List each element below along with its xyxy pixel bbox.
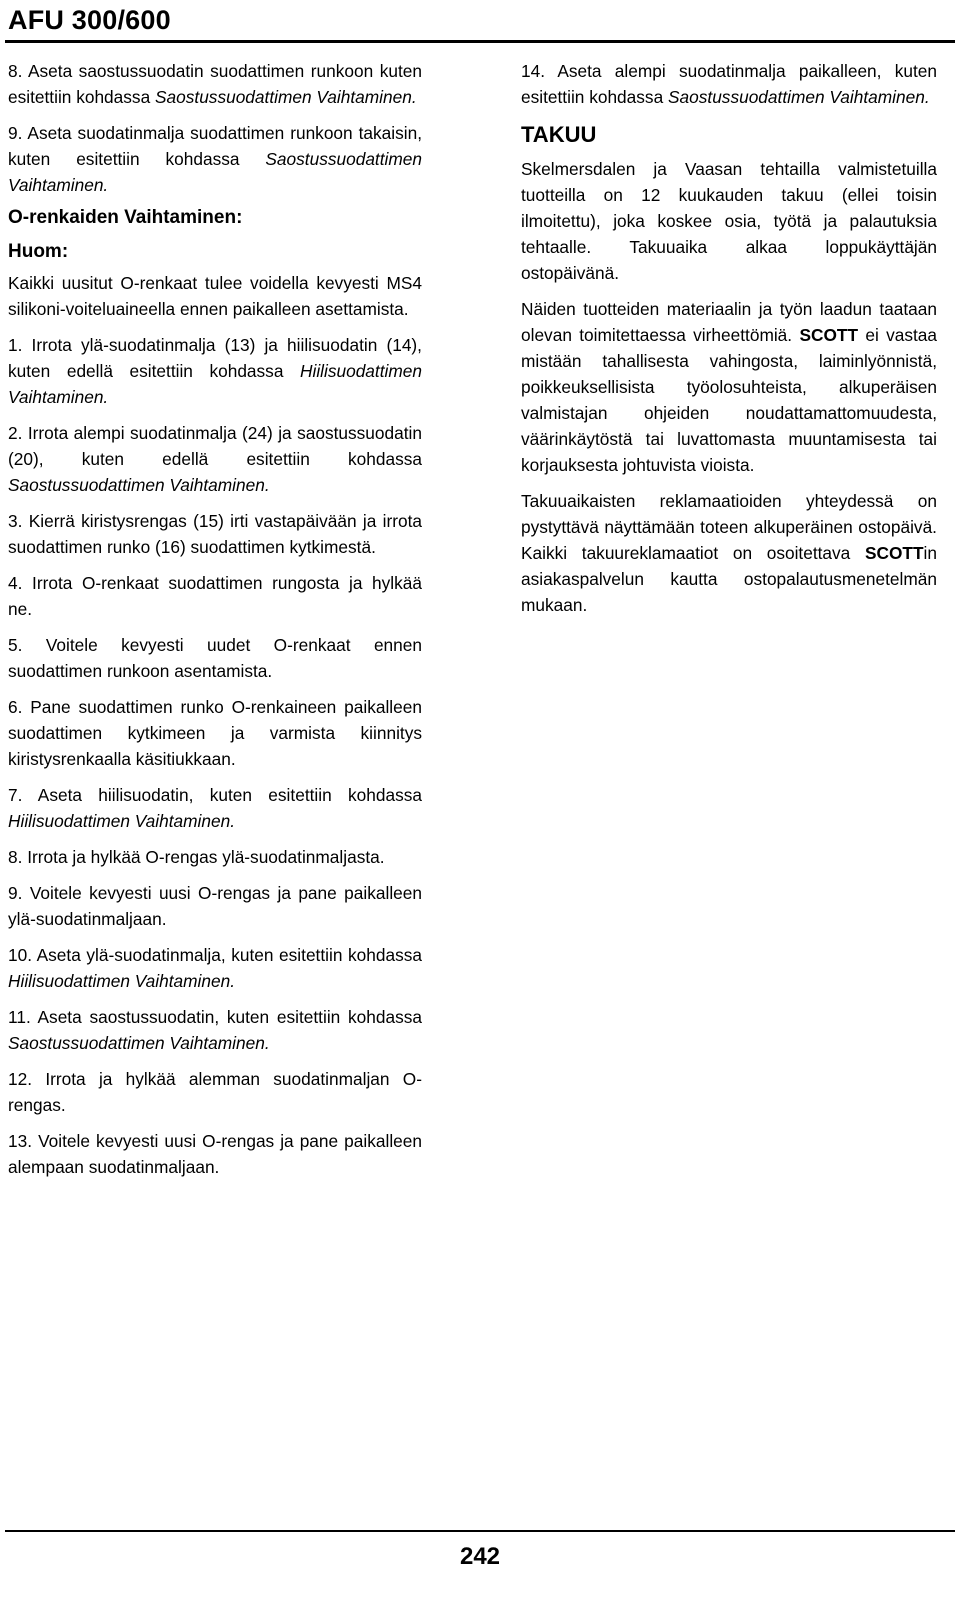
step-text: Aseta saostussuodatin suodattimen runkoon kuten esitettiin kohdassa bbox=[8, 61, 422, 107]
o-ring-step-5 bbox=[8, 632, 422, 684]
o-ring-step-4 bbox=[8, 570, 422, 622]
step-text: Voitele kevyesti uusi O-rengas ja pane paikalleen alempaan suodatinmaljaan. bbox=[8, 1131, 422, 1177]
section-heading: O-renkaiden Vaihtaminen: bbox=[8, 207, 243, 228]
step-number: 3. bbox=[8, 511, 23, 531]
section-reference: Saostussuodattimen Vaihtaminen. bbox=[155, 87, 417, 107]
step-text: Irrota ja hylkää O-rengas ylä-suodatinmaljasta. bbox=[27, 847, 385, 867]
o-ring-step-11 bbox=[8, 1004, 422, 1056]
note-label: Huom: bbox=[8, 241, 69, 262]
section-reference: Hiilisuodattimen Vaihtaminen. bbox=[8, 971, 236, 991]
section-reference: Saostussuodattimen Vaihtaminen. bbox=[8, 475, 270, 495]
section-reference: Saostussuodattimen Vaihtaminen. bbox=[668, 87, 930, 107]
step-number: 13. bbox=[8, 1131, 33, 1151]
step-text: Aseta suodatinmalja suodattimen runkoon takaisin, kuten esitettiin kohdassa bbox=[8, 123, 422, 169]
note-text: Kaikki uusitut O-renkaat tulee voidella kevyesti MS4 silikoni-voiteluaineella ennen paikalleen asettamista. bbox=[8, 273, 422, 319]
step-number: 14. bbox=[521, 61, 546, 81]
warranty-paragraph-3 bbox=[521, 488, 937, 618]
step-text: Kierrä kiristysrengas (15) irti vastapäivään ja irrota suodattimen runko (16) suodattimen kytkimestä. bbox=[8, 511, 423, 557]
header-divider bbox=[5, 40, 955, 43]
step-number: 2. bbox=[8, 423, 23, 443]
step-14-paragraph bbox=[521, 58, 937, 110]
step-text: Aseta ylä-suodatinmalja, kuten esitettiin kohdassa bbox=[36, 945, 422, 965]
step-text: Pane suodattimen runko O-renkaineen paikalleen suodattimen kytkimeen ja varmista kiinnitys kiristysrenkaalla käsitiukkaan. bbox=[8, 697, 422, 769]
brand-name: SCOTT bbox=[864, 543, 924, 563]
o-ring-step-7 bbox=[8, 782, 422, 834]
warranty-paragraph-1: Skelmersdalen ja Vaasan tehtailla valmistetuilla tuotteilla on 12 kuukauden takuu (ellei toisin ilmoitettu), joka koskee osia, työtä ja palautuksia tehtaalle. Takuuaika alkaa loppukäyttäjän ostopäivänä. bbox=[521, 159, 937, 283]
step-text: Aseta hiilisuodatin, kuten esitettiin kohdassa bbox=[37, 785, 422, 805]
step-number: 4. bbox=[8, 573, 23, 593]
o-ring-step-2 bbox=[8, 420, 422, 498]
page-number: 242 bbox=[459, 1543, 501, 1570]
step-number: 11. bbox=[8, 1007, 31, 1027]
warranty-text: Näiden tuotteiden materiaalin ja työn laadun taataan olevan toimitettaessa virheettömiä. bbox=[521, 299, 937, 345]
o-ring-step-1 bbox=[8, 332, 422, 410]
warranty-heading: TAKUU bbox=[521, 122, 597, 147]
step-number: 1. bbox=[8, 335, 23, 355]
step-number: 9. bbox=[8, 123, 23, 143]
section-reference: Saostussuodattimen Vaihtaminen. bbox=[8, 1033, 270, 1053]
warranty-text: ei vastaa mistään tahallisesta vahingosta, laiminlyönnistä, poikkeuksellisista työolosuhteista, alkuperäisen valmistajan ohjeiden noudattamattomuudesta, väärinkäytöstä tai luvattomasta muuntamisesta tai korjauksesta johtuvista vioista. bbox=[521, 325, 938, 475]
section-reference: Hiilisuodattimen Vaihtaminen. bbox=[8, 811, 236, 831]
step-text: Irrota O-renkaat suodattimen rungosta ja hylkää ne. bbox=[8, 573, 422, 619]
o-ring-step-6 bbox=[8, 694, 422, 772]
document-header-title: AFU 300/600 bbox=[8, 5, 171, 35]
step-8-paragraph bbox=[8, 58, 422, 110]
warranty-text: in asiakaspalvelun kautta ostopalautusmenetelmän mukaan. bbox=[521, 543, 937, 615]
o-ring-step-13 bbox=[8, 1128, 422, 1180]
step-text: Aseta alempi suodatinmalja paikalleen, kuten esitettiin kohdassa bbox=[521, 61, 937, 107]
step-number: 9. bbox=[8, 883, 23, 903]
section-reference: Saostussuodattimen Vaihtaminen. bbox=[8, 149, 422, 195]
step-number: 6. bbox=[8, 697, 23, 717]
step-text: Irrota alempi suodatinmalja (24) ja saostussuodatin (20), kuten edellä esitettiin kohdassa bbox=[8, 423, 422, 469]
step-text: Aseta saostussuodatin, kuten esitettiin kohdassa bbox=[37, 1007, 422, 1027]
step-text: Irrota ylä-suodatinmalja (13) ja hiilisuodatin (14), kuten edellä esitettiin kohdassa bbox=[8, 335, 422, 381]
o-ring-step-10 bbox=[8, 942, 422, 994]
brand-name: SCOTT bbox=[799, 325, 858, 345]
step-text: Voitele kevyesti uusi O-rengas ja pane paikalleen ylä-suodatinmaljaan. bbox=[8, 883, 422, 929]
section-reference: Hiilisuodattimen Vaihtaminen. bbox=[8, 361, 422, 407]
step-number: 5. bbox=[8, 635, 23, 655]
left-column bbox=[8, 58, 422, 1190]
step-number: 12. bbox=[8, 1069, 33, 1089]
step-number: 8. bbox=[8, 61, 23, 81]
o-ring-step-9 bbox=[8, 880, 422, 932]
step-9-paragraph bbox=[8, 120, 422, 198]
step-number: 10. bbox=[8, 945, 33, 965]
step-text: Voitele kevyesti uudet O-renkaat ennen suodattimen runkoon asentamista. bbox=[8, 635, 423, 681]
o-ring-step-3 bbox=[8, 508, 422, 560]
step-number: 7. bbox=[8, 785, 23, 805]
right-column bbox=[521, 58, 937, 628]
step-number: 8. bbox=[8, 847, 23, 867]
footer-divider bbox=[5, 1530, 955, 1532]
step-text: Irrota ja hylkää alemman suodatinmaljan O-rengas. bbox=[8, 1069, 422, 1115]
o-ring-step-12 bbox=[8, 1066, 422, 1118]
o-ring-step-8 bbox=[8, 844, 422, 870]
warranty-paragraph-2 bbox=[521, 296, 937, 478]
warranty-text: Takuuaikaisten reklamaatioiden yhteydessä on pystyttävä näyttämään toteen alkuperäinen ostopäivä. Kaikki takuureklamaatiot on osoitettava bbox=[521, 491, 937, 563]
